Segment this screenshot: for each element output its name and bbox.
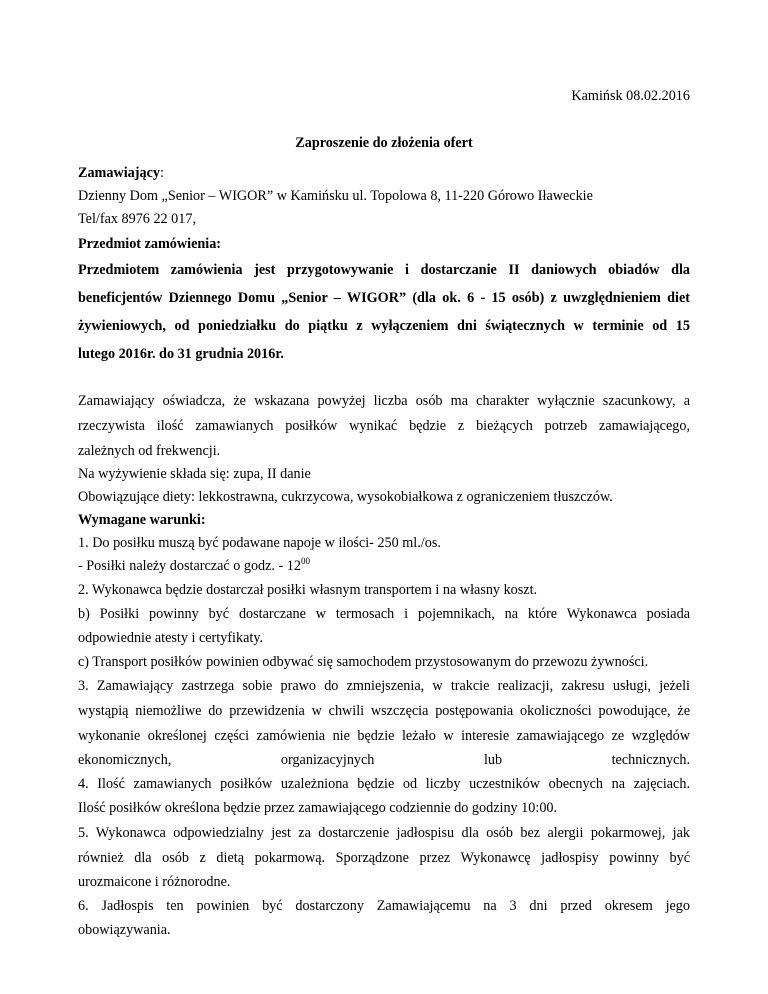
- condition-5: urozmaicone i różnorodne.: [78, 874, 231, 890]
- condition-1: 1. Do posiłku muszą być podawane napoje w ilości- 250 ml./os.: [78, 535, 441, 551]
- statement-line: rzeczywista ilość zamawianych posiłków wynikać będzie z bieżących potrzeb zamawiającego,: [78, 418, 690, 434]
- subject-line: żywieniowych, od poniedziałku do piątku z wyłączeniem dni świątecznych w terminie od 15: [78, 318, 690, 334]
- condition-5: 5. Wykonawca odpowiedzialny jest za dostarczenie jadłospisu dla osób bez alergii pokarmowej, jak: [78, 825, 690, 841]
- diets: Obowiązujące diety: lekkostrawna, cukrzycowa, wysokobiałkowa z ograniczeniem tłuszczów.: [78, 489, 613, 505]
- subject-line: Przedmiotem zamówienia jest przygotowywanie i dostarczanie II daniowych obiadów dla: [78, 262, 690, 278]
- orderer-heading: Zamawiający:: [78, 165, 164, 181]
- condition-2b: odpowiednie atesty i certyfikaty.: [78, 630, 264, 646]
- condition-3: 3. Zamawiający zastrzega sobie prawo do zmniejszenia, w trakcie realizacji, zakresu usługi, jeżeli: [78, 678, 690, 694]
- condition-4: Ilość posiłków określona będzie przez zamawiającego codziennie do godziny 10:00.: [78, 800, 558, 816]
- subject-heading: Przedmiot zamówienia:: [78, 236, 222, 252]
- condition-3-last-line: ekonomicznych, organizacyjnych lub technicznych.: [78, 752, 690, 768]
- condition-3: wykonanie określonej części zamówienia nie będzie leżało w interesie zamawiającego ze względów: [78, 728, 690, 744]
- meal-composition: Na wyżywienie składa się: zupa, II danie: [78, 466, 311, 482]
- condition-2c: c) Transport posiłków powinien odbywać się samochodem przystosowanym do przewozu żywności.: [78, 654, 649, 670]
- condition-2: 2. Wykonawca będzie dostarczał posiłki własnym transportem i na własny koszt.: [78, 582, 538, 598]
- orderer-address: Dzienny Dom „Senior – WIGOR” w Kamińsku ul. Topolowa 8, 11-220 Górowo Iławeckie: [78, 188, 593, 204]
- condition-3: wystąpią niemożliwe do przewidzenia w chwili wszczęcia postępowania okoliczności powodujące, że: [78, 703, 690, 719]
- subject-line: beneficjentów Dziennego Domu „Senior – WIGOR” (dla ok. 6 - 15 osób) z uwzględnieniem diet: [78, 290, 690, 306]
- document-title: Zaproszenie do złożenia ofert: [295, 135, 473, 151]
- statement-line: zależnych od frekwencji.: [78, 443, 221, 459]
- condition-2b: b) Posiłki powinny być dostarczane w termosach i pojemnikach, na które Wykonawca posiada: [78, 606, 690, 622]
- orderer-telfax: Tel/fax 8976 22 017,: [78, 211, 197, 227]
- condition-5: również dla osób z dietą pokarmową. Sporządzone przez Wykonawcę jadłospisy powinny być: [78, 850, 690, 866]
- condition-6: obowiązywania.: [78, 922, 171, 938]
- condition-1-delivery-time: - Posiłki należy dostarczać o godz. - $12^{00}$: [78, 556, 310, 574]
- condition-6: 6. Jadłospis ten powinien być dostarczony Zamawiającemu na 3 dni przed okresem jego: [78, 898, 690, 914]
- subject-line: lutego 2016r. do 31 grudnia 2016r.: [78, 346, 284, 362]
- place-and-date: Kamińsk 08.02.2016: [571, 88, 690, 104]
- statement-line: Zamawiający oświadcza, że wskazana powyżej liczba osób ma charakter wyłącznie szacunkowy, a: [78, 393, 690, 409]
- condition-4: 4. Ilość zamawianych posiłków uzależniona będzie od liczby uczestników obecnych na zajęciach.: [78, 776, 690, 792]
- conditions-heading: Wymagane warunki:: [78, 512, 206, 528]
